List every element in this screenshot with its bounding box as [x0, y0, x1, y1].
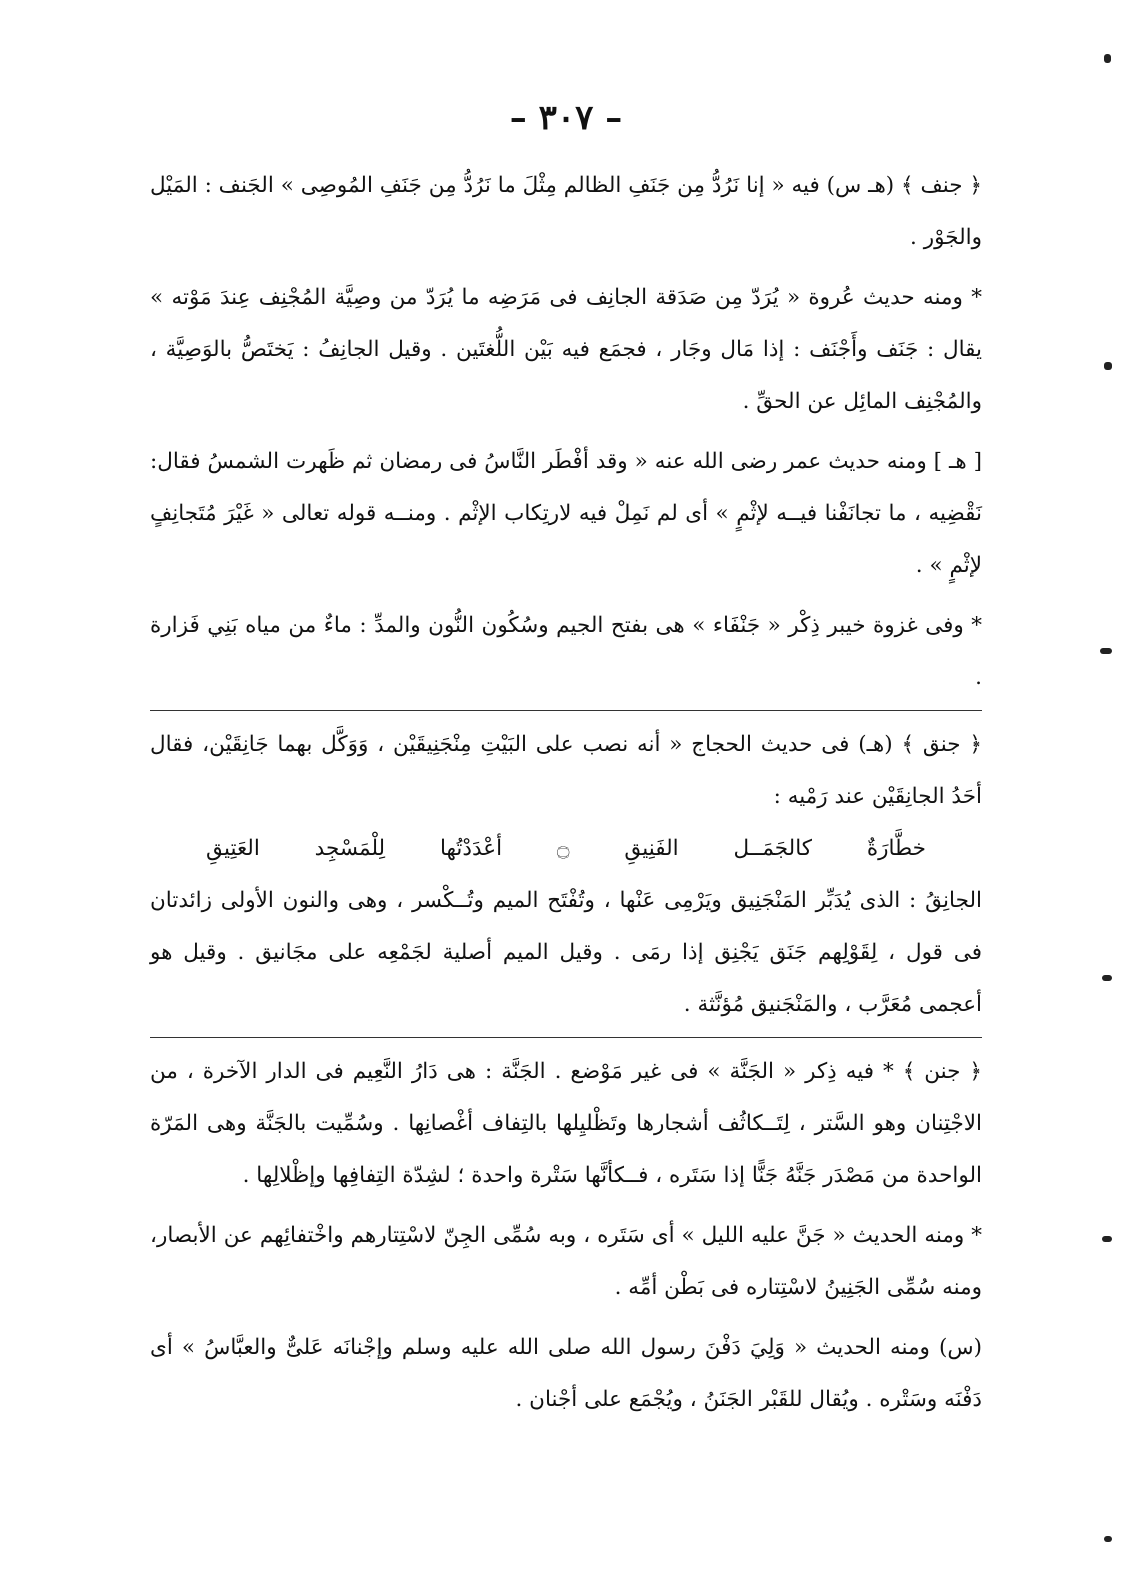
page-number: – ٣٠٧ – [509, 98, 623, 138]
entry-divider [150, 1037, 982, 1038]
entry-janaq-para-2: الجانِقُ : الذى يُدَبِّر المَنْجَنِيق ويَرْمِى عَنْها ، وتُفْتَح الميم وتُــكْسر ، وهى والنون الأولى زائدتان فى قول ، لِقَوْلِهم جَنَق يَجْنِق إذا رمَى . وقيل الميم أصلية لجَمْعِه على مجَانيق . وقيل هو أعجمى مُعَرَّب ، والمَنْجَنيق مُؤنَّثة . [150, 888, 982, 1017]
entry-janaf-para-1: ﴿ جنف ﴾ (هـ س) فيه « إنا نَرُدُّ مِن جَنَفِ الظالم مِثْلَ ما نَرُدُّ مِن جَنَفِ المُوصِى » الجَنف : المَيْل والجَوْر . [150, 173, 982, 250]
entry-janan-para-1: ﴿ جنن ﴾ * فيه ذِكر « الجَنَّة » فى غير مَوْضع . الجَنَّة : هى دَارُ النَّعِيم فى الدار الآخرة ، من الاجْتِنان وهو السَّتر ، لِتَــكاثُف أشجارها وتَظْليِلها بالتِفاف أغْصانِها . وسُمِّيت بالجَنَّة وهى المَرّة الواحدة من مَصْدَر جَنَّهُ جَنًّا إذا سَتَره ، فــكأنَّها سَتْرة واحدة ؛ لشِدّة التِفافِها وإظْلالِها . [150, 1059, 982, 1188]
scan-mark [1102, 975, 1112, 981]
entry-janan-para-2: * ومنه الحديث « جَنَّ عليه الليل » أى سَتَره ، وبه سُمِّى الجِنّ لاسْتِتارهم واخْتفائِهم عن الأبصار، ومنه سُمِّى الجَنِينُ لاسْتِتاره فى بَطْن أمِّه . [150, 1223, 982, 1300]
entry-janaq [150, 719, 982, 1031]
entry-janaf [150, 160, 982, 704]
entry-janaf-para-2: * ومنه حديث عُروة « يُرَدّ مِن صَدَقة الجانِف فى مَرَضِه ما يُرَدّ من وصِيَّة المُجْنِف عِندَ مَوْته » يقال : جَنَف وأَجْنَف : إذا مَال وجَار ، فجمَع فيه بَيْن اللُّغتَين . وقيل الجانِفُ : يَختَصُّ بالوَصِيَّة ، والمُجْنِف المائِل عن الحقِّ . [150, 285, 982, 414]
scan-mark [1104, 1536, 1112, 1542]
entry-janaq-para-1: ﴿ جنق ﴾ (هـ) فى حديث الحجاج « أنه نصب على البَيْتِ مِنْجَنِيقَيْن ، وَوَكَّل بهما جَانِقَيْن، فقال أحَدُ الجانِقَيْن عند رَمْيه : [150, 732, 982, 809]
entry-divider [150, 710, 982, 711]
entry-janan-para-3: (س) ومنه الحديث « وَلِيَ دَفْنَ رسول الله صلى الله عليه وسلم وإجْنانَه عَلىٌّ والعبَّاسُ » أى دَفْنَه وسَتْره . ويُقال للقَبْر الجَنَنُ ، ويُجْمَع على أجْنان . [150, 1335, 982, 1412]
entry-janan [150, 1046, 982, 1426]
entry-janaq-verse: خطَّارَةٌ كالجَمَــل الفَنِيقِ ۝ أعْدَدْتُها لِلْمَسْجِد العَتِيقِ [206, 836, 926, 861]
scan-mark [1104, 54, 1111, 63]
entry-janaf-para-3: [ هـ ] ومنه حديث عمر رضى الله عنه « وقد أفْطَر النَّاسُ فى رمضان ثم ظَهرت الشمسُ فقال: نَقْضِيه ، ما تجانَفْنا فيــه لإثْمٍ » أى لم نَمِلْ فيه لارتِكاب الإثْم . ومنــه قوله تعالى « غَيْرَ مُتَجانِفٍ لإثْمٍ » . [150, 449, 982, 578]
scan-mark [1102, 1236, 1112, 1242]
page-content [150, 160, 982, 1426]
scan-mark [1100, 648, 1112, 654]
entry-janaf-para-4: * وفى غزوة خيبر ذِكْر « جَنْفَاء » هى بفتح الجيم وسُكُون النُّون والمدِّ : ماءٌ من مياه بَنِي فَزارة . [150, 613, 982, 690]
scan-mark [1104, 362, 1112, 370]
